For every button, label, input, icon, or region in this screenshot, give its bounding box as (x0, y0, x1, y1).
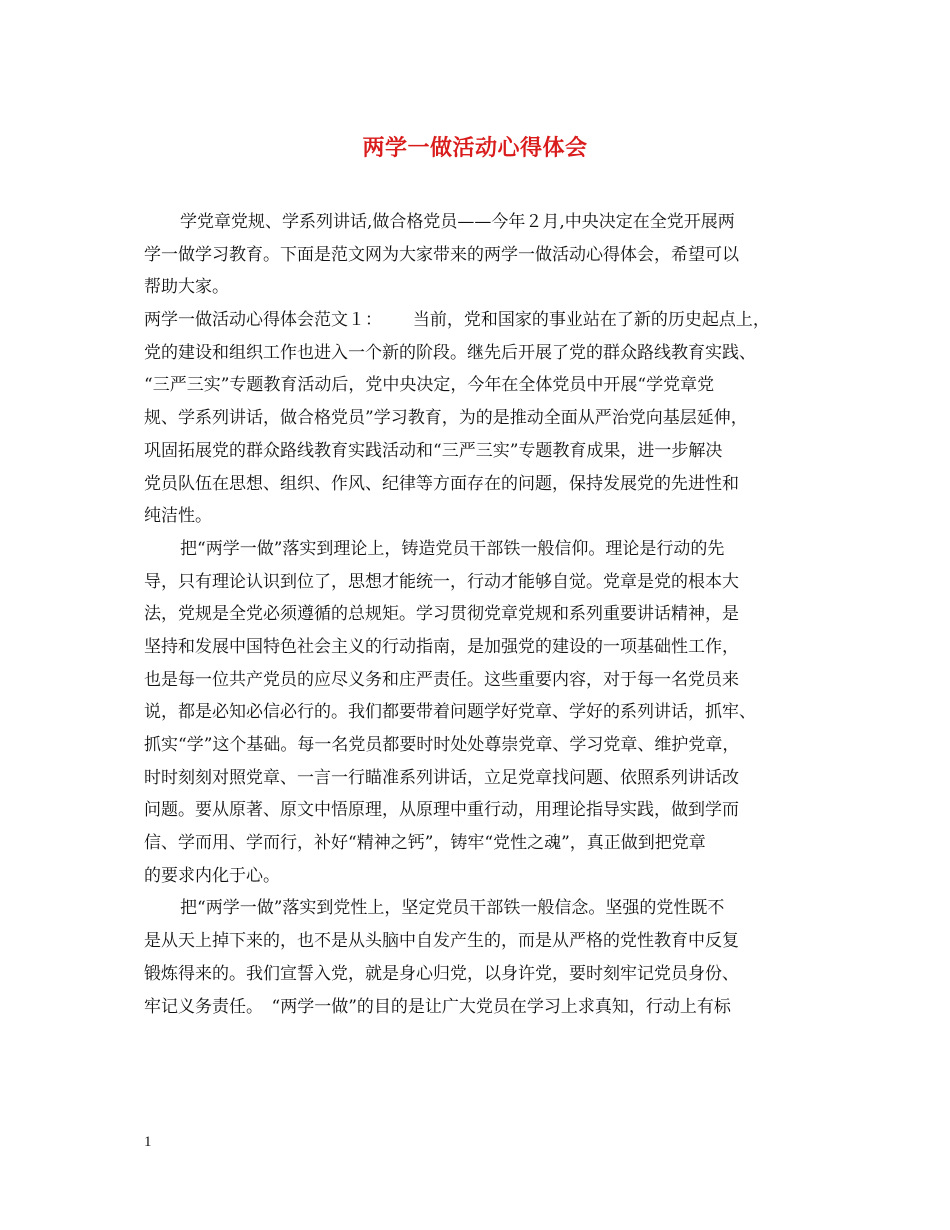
body-line: 是从天上掉下来的，也不是从头脑中自发产生的，而是从严格的党性教育中反复 (144, 931, 739, 952)
body-line: 学一做学习教育。下面是范文网为大家带来的两学一做活动心得体会，希望可以 (144, 244, 739, 265)
body-line: 问题。要从原著、原文中悟原理，从原理中重行动，用理论指导实践，做到学而 (144, 800, 739, 821)
body-line: 把“两学一做”落实到党性上，坚定党员干部铁一般信念。坚强的党性既不 (180, 898, 725, 919)
body-line: 说，都是必知必信必行的。我们都要带着问题学好党章、学好的系列讲话，抓牢、 (144, 702, 756, 723)
body-line: 牢记义务责任。 “两学一做”的目的是让广大党员在学习上求真知，行动上有标 (144, 996, 731, 1017)
body-line: 规、学系列讲话，做合格党员”学习教育，为的是推动全面从严治党向基层延伸， (144, 408, 748, 429)
document-title: 两学一做活动心得体会 (362, 135, 588, 161)
body-line: 两学一做活动心得体会范文１： 当前，党和国家的事业站在了新的历史起点上， (144, 310, 770, 331)
body-line: 把“两学一做”落实到理论上，铸造党员干部铁一般信仰。理论是行动的先 (180, 538, 725, 559)
page-number: 1 (144, 1134, 152, 1150)
body-line: 帮助大家。 (144, 277, 229, 298)
body-line: 抓实“学”这个基础。每一名党员都要时时处处尊崇党章、学习党章、维护党章， (144, 735, 740, 755)
body-line: 时时刻刻对照党章、一言一行瞄准系列讲话，立足党章找问题、依照系列讲话改 (144, 767, 739, 788)
body-line: 的要求内化于心。 (144, 865, 280, 886)
body-line: 法，党规是全党必须遵循的总规矩。学习贯彻党章党规和系列重要讲话精神，是 (144, 604, 739, 625)
body-line: 锻炼得来的。我们宣誓入党，就是身心归党，以身许党，要时刻牢记党员身份、 (144, 963, 739, 984)
body-line: 纯洁性。 (144, 506, 212, 527)
body-line: 学党章党规、学系列讲话,做合格党员——今年２月,中央决定在全党开展两 (180, 212, 735, 232)
body-line: 信、学而用、学而行，补好“精神之钙”，铸牢“党性之魂”，真正做到把党章 (144, 833, 706, 854)
body-line: 巩固拓展党的群众路线教育实践活动和“三严三实”专题教育成果，进一步解决 (144, 440, 723, 461)
body-line: 党的建设和组织工作也进入一个新的阶段。继先后开展了党的群众路线教育实践、 (144, 342, 756, 363)
body-line: 坚持和发展中国特色社会主义的行动指南，是加强党的建设的一项基础性工作， (144, 636, 739, 657)
document-body (144, 206, 826, 1023)
body-line: “三严三实”专题教育活动后，党中央决定，今年在全体党员中开展“学党章党 (144, 375, 715, 396)
body-line: 也是每一位共产党员的应尽义务和庄严责任。这些重要内容，对于每一名党员来 (144, 669, 739, 690)
body-line: 党员队伍在思想、组织、作风、纪律等方面存在的问题，保持发展党的先进性和 (144, 473, 739, 494)
body-line: 导，只有理论认识到位了，思想才能统一，行动才能够自觉。党章是党的根本大 (144, 571, 739, 592)
